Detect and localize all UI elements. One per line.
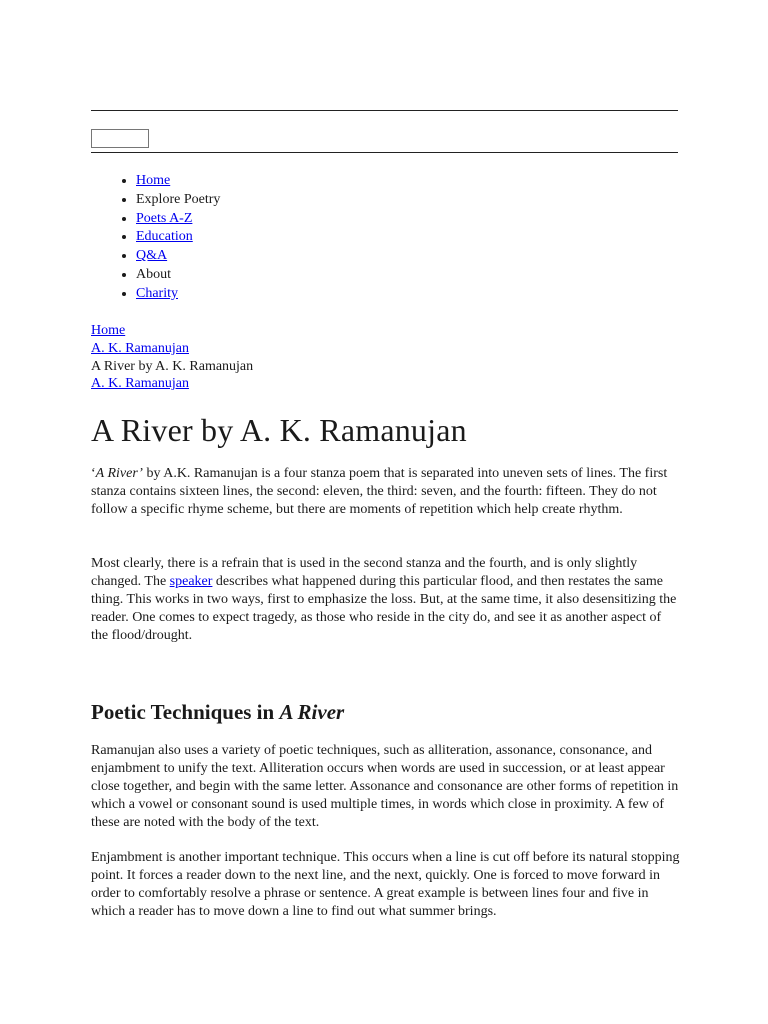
nav-label-about[interactable]: About xyxy=(136,266,171,282)
breadcrumb-current: A River by A. K. Ramanujan xyxy=(91,358,254,374)
nav-item-education[interactable] xyxy=(136,228,220,247)
search-input[interactable] xyxy=(91,129,149,148)
breadcrumb-home-link[interactable]: Home xyxy=(91,323,126,338)
breadcrumb-poet-link[interactable]: A. K. Ramanujan xyxy=(91,340,189,356)
page-title: A River by A. K. Ramanujan xyxy=(91,412,467,448)
nav-item-about[interactable] xyxy=(136,266,220,285)
enjambment-paragraph: Enjambment is another important technique. This occurs when a line is cut off before its natural stopping point. It forces a reader down to the next line, and the next, quickly. One is forced to move forward in order to comfortably resolve a phrase or sentence. A great example is between lines four and five in which a reader has to move down a line to find out what summer brings. xyxy=(91,850,680,919)
header-divider-bottom xyxy=(91,152,678,153)
nav-item-qa[interactable] xyxy=(136,247,220,266)
section-heading-poem-title: A River xyxy=(279,700,345,724)
main-nav xyxy=(91,172,220,304)
refrain-paragraph xyxy=(91,555,681,645)
nav-label-explore-poetry[interactable]: Explore Poetry xyxy=(136,191,221,207)
header-divider-top xyxy=(91,110,678,111)
nav-item-home[interactable] xyxy=(136,172,220,191)
nav-link-home[interactable]: Home xyxy=(136,173,171,188)
intro-paragraph xyxy=(91,465,681,519)
breadcrumb xyxy=(91,322,253,393)
nav-link-education[interactable]: Education xyxy=(136,229,193,245)
section-heading-prefix: Poetic Techniques in xyxy=(91,700,280,724)
nav-item-poets-a-z[interactable] xyxy=(136,210,220,229)
poem-title-emphasis: A River’ xyxy=(95,466,143,481)
speaker-link[interactable]: speaker xyxy=(169,573,213,589)
section-heading-poetic-techniques xyxy=(91,698,344,726)
nav-link-poets-a-z[interactable]: Poets A-Z xyxy=(136,210,193,226)
nav-item-explore-poetry[interactable] xyxy=(136,191,220,210)
refrain-text-before: Most clearly, there is a refrain that is used in the second stanza and the fourth, and is only slightly changed. The xyxy=(91,556,638,589)
intro-paragraph-text: by A.K. Ramanujan is a four stanza poem that is separated into uneven sets of lines. The first stanza contains sixteen lines, the second: eleven, the third: seven, and the fourth: fifteen. They do not follow a specific rhyme scheme, but there are moments of repetition which help create rhythm. xyxy=(91,466,668,517)
quote-mark: ‘ xyxy=(91,466,96,481)
breadcrumb-poet-link-secondary[interactable]: A. K. Ramanujan xyxy=(91,376,189,392)
refrain-text-after: describes what happened during this particular flood, and then restates the same thing. This works in two ways, first to emphasize the loss. But, at the same time, it also desensitizing the reader. One comes to expect tragedy, as those who reside in the city do, and see it as another aspect of the flood/drought. xyxy=(91,573,677,643)
nav-link-qa[interactable]: Q&A xyxy=(136,248,168,264)
nav-item-charity[interactable] xyxy=(136,285,220,304)
nav-link-charity[interactable]: Charity xyxy=(136,285,178,301)
techniques-paragraph: Ramanujan also uses a variety of poetic techniques, such as alliteration, assonance, consonance, and enjambment to unify the text. Alliteration occurs when words are used in succession, or at least appear close together, and begin with the same letter. Assonance and consonance are other forms of repetition in which a vowel or consonant sound is used multiple times, in words which close in proximity. A few of these are noted with the body of the text. xyxy=(91,743,679,830)
